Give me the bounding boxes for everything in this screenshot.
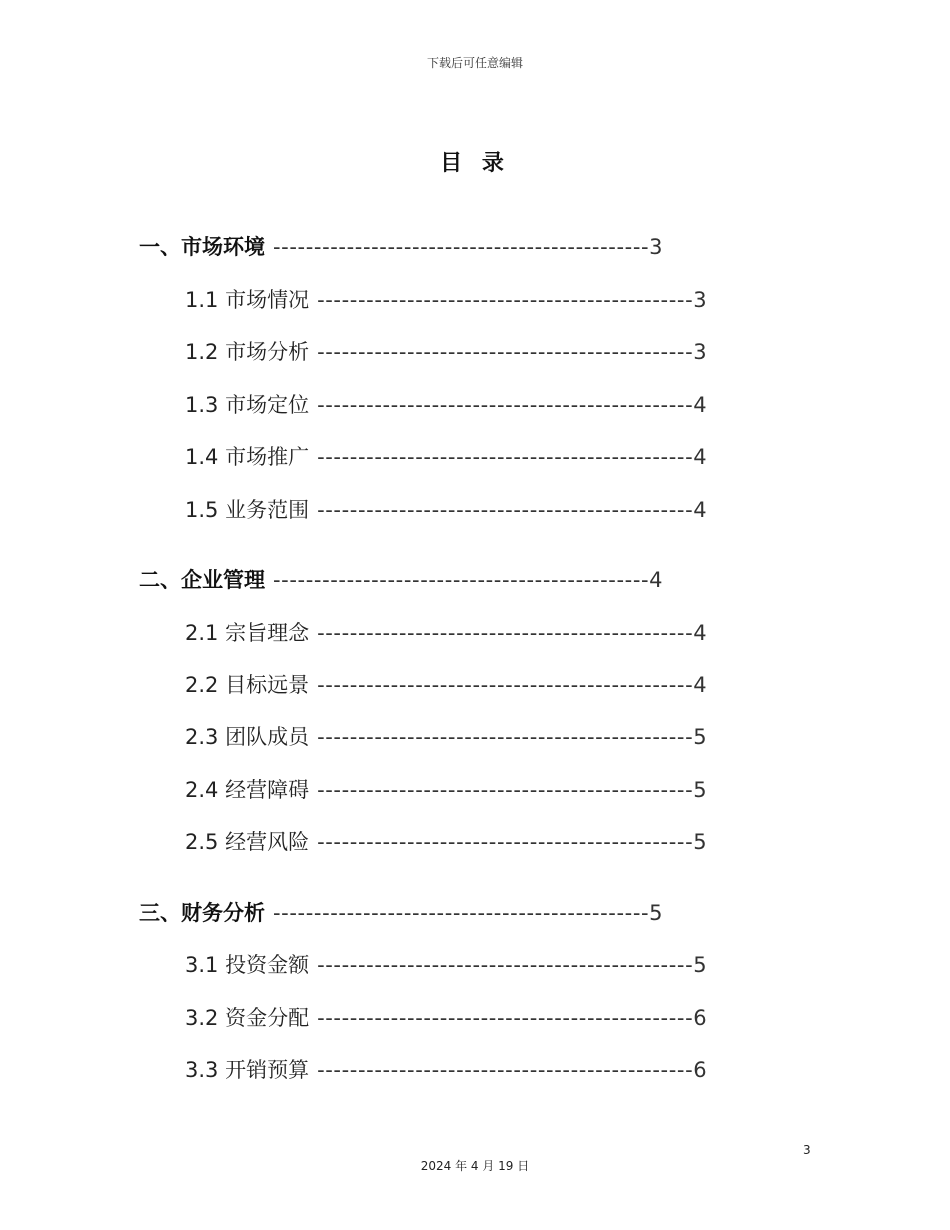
toc-entry-label: 1.4 市场推广 [185, 445, 310, 469]
toc-page-number: 4 [693, 445, 707, 469]
toc-entry-label: 一、市场环境 [139, 235, 265, 259]
toc-entry-label: 二、企业管理 [139, 568, 265, 592]
toc-entry-label: 2.5 经营风险 [185, 830, 310, 854]
toc-leader: ---------------------------------------------- [317, 621, 694, 645]
footer-date: 2024 年 4 月 19 日 [420, 1159, 530, 1173]
toc-leader: ---------------------------------------------- [317, 340, 694, 364]
toc-leader: ---------------------------------------------- [317, 1006, 694, 1030]
toc-leader: ---------------------------------------------- [317, 830, 694, 854]
toc-page-number: 4 [649, 568, 663, 592]
toc-entry-label: 2.1 宗旨理念 [185, 621, 310, 645]
toc-entry-section-1-5[interactable] [185, 495, 707, 525]
toc-entry-label: 1.1 市场情况 [185, 288, 310, 312]
toc-entry-section-3-3[interactable] [185, 1055, 707, 1085]
toc-entry-label: 3.2 资金分配 [185, 1006, 310, 1030]
toc-entry-label: 2.2 目标远景 [185, 673, 310, 697]
toc-page-number: 4 [693, 673, 707, 697]
toc-leader: ---------------------------------------------- [317, 953, 694, 977]
toc-page-number: 3 [649, 235, 663, 259]
toc-leader: ---------------------------------------------- [317, 445, 694, 469]
toc-entry-section-1-2[interactable] [185, 337, 707, 367]
toc-leader: ---------------------------------------------- [317, 288, 694, 312]
toc-leader: ---------------------------------------------- [317, 673, 694, 697]
toc-entry-label: 1.3 市场定位 [185, 393, 310, 417]
toc-entry-chapter-3[interactable] [139, 898, 663, 928]
toc-entry-label: 3.1 投资金额 [185, 953, 310, 977]
toc-leader: ---------------------------------------------- [273, 235, 650, 259]
toc-leader: ---------------------------------------------- [273, 568, 650, 592]
toc-entry-label: 3.3 开销预算 [185, 1058, 310, 1082]
toc-entry-chapter-2[interactable] [139, 565, 663, 595]
toc-entry-label: 1.5 业务范围 [185, 498, 310, 522]
toc-page-number: 5 [693, 778, 707, 802]
toc-leader: ---------------------------------------------- [317, 393, 694, 417]
toc-page-number: 4 [693, 498, 707, 522]
toc-entry-label: 2.4 经营障碍 [185, 778, 310, 802]
toc-entry-section-2-4[interactable] [185, 775, 707, 805]
toc-page-number: 5 [693, 830, 707, 854]
toc-leader: ---------------------------------------------- [317, 498, 694, 522]
toc-leader: ---------------------------------------------- [317, 778, 694, 802]
toc-entry-section-3-1[interactable] [185, 950, 707, 980]
toc-page-number: 5 [693, 953, 707, 977]
toc-page-number: 4 [693, 621, 707, 645]
toc-entry-label: 1.2 市场分析 [185, 340, 310, 364]
toc-entry-section-1-4[interactable] [185, 442, 707, 472]
toc-page-number: 3 [693, 340, 707, 364]
toc-page-number: 3 [693, 288, 707, 312]
toc-entry-section-2-1[interactable] [185, 618, 707, 648]
toc-entry-section-2-5[interactable] [185, 827, 707, 857]
toc-page-number: 5 [649, 901, 663, 925]
toc-page-number: 4 [693, 393, 707, 417]
toc-title: 目 录 [440, 151, 510, 176]
toc-entry-section-2-2[interactable] [185, 670, 707, 700]
toc-entry-section-1-1[interactable] [185, 285, 707, 315]
toc-leader: ---------------------------------------------- [317, 1058, 694, 1082]
toc-entry-label: 2.3 团队成员 [185, 725, 310, 749]
toc-page-number: 6 [693, 1006, 707, 1030]
toc-entry-label: 三、财务分析 [139, 901, 265, 925]
toc-entry-section-1-3[interactable] [185, 390, 707, 420]
toc-page-number: 6 [693, 1058, 707, 1082]
page-number: 3 [803, 1143, 811, 1157]
toc-leader: ---------------------------------------------- [273, 901, 650, 925]
toc-leader: ---------------------------------------------- [317, 725, 694, 749]
toc-entry-section-3-2[interactable] [185, 1003, 707, 1033]
toc-entry-chapter-1[interactable] [139, 232, 663, 262]
toc-page-number: 5 [693, 725, 707, 749]
header-note: 下载后可任意编辑 [426, 56, 523, 70]
toc-entry-section-2-3[interactable] [185, 722, 707, 752]
